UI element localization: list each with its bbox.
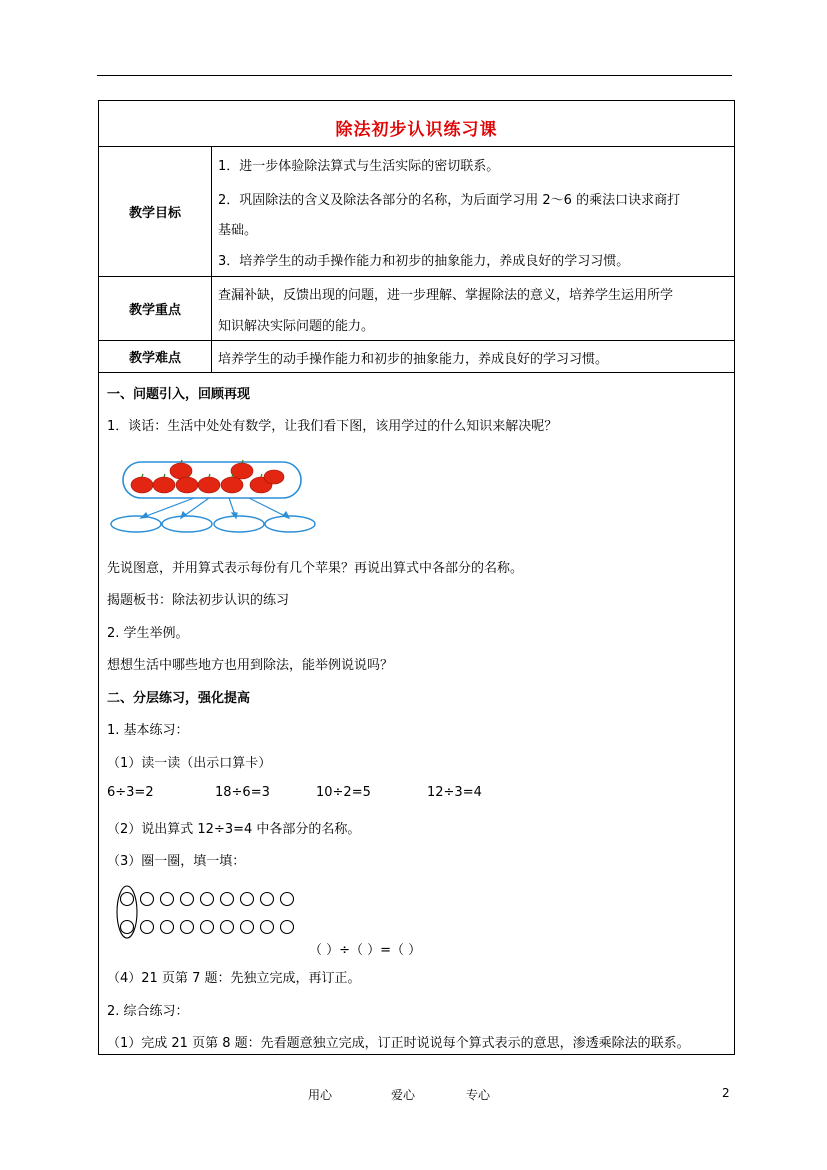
footer-word: 爱心 bbox=[391, 1088, 416, 1102]
read-practice: （1）读一读（出示口算卡） bbox=[107, 756, 272, 771]
title-row bbox=[99, 101, 734, 147]
objectives-label: 教学目标 bbox=[99, 147, 212, 276]
question-2: 2. 学生举例。 bbox=[107, 626, 189, 641]
lesson-plan-table bbox=[98, 100, 735, 1055]
difficulty-line: 培养学生的动手操作能力和初步的抽象能力，养成良好的学习习惯。 bbox=[218, 352, 609, 367]
section-1-heading: 一、问题引入，回顾再现 bbox=[107, 387, 251, 402]
page-title: 除法初步认识练习课 bbox=[335, 120, 498, 140]
paragraph-3: 想想生活中哪些地方也用到除法，能举例说说吗？ bbox=[107, 658, 394, 673]
circles-figure bbox=[111, 883, 301, 943]
objectives-cell bbox=[212, 147, 734, 276]
page-number: 2 bbox=[722, 1086, 730, 1100]
paragraph-2: 揭题板书：除法初步认识的练习 bbox=[107, 593, 290, 608]
objectives-row bbox=[99, 147, 734, 277]
paragraph-1: 先说图意，并用算式表示每份有几个苹果？再说出算式中各部分的名称。 bbox=[107, 561, 524, 576]
objective-line: 2．巩固除法的含义及除法各部分的名称，为后面学习用 2～6 的乘法口诀求商打 bbox=[218, 193, 681, 208]
header-rule bbox=[97, 75, 732, 76]
equation: 12÷3=4 bbox=[427, 785, 482, 800]
objective-line: 3．培养学生的动手操作能力和初步的抽象能力，养成良好的学习习惯。 bbox=[218, 254, 630, 269]
key-points-cell bbox=[212, 277, 734, 340]
key-points-label: 教学重点 bbox=[99, 277, 212, 340]
equation: 10÷2=5 bbox=[316, 785, 371, 800]
circle-practice: （3）圈一圈，填一填： bbox=[107, 854, 246, 869]
difficulties-label: 教学难点 bbox=[99, 341, 212, 372]
equation: 6÷3=2 bbox=[107, 785, 154, 800]
footer-word: 用心 bbox=[308, 1088, 333, 1102]
key-points-row bbox=[99, 277, 734, 341]
fill-blank-expression: （ ）÷（ ）=（ ） bbox=[309, 943, 422, 958]
apple-division-figure bbox=[109, 456, 319, 536]
equation: 18÷6=3 bbox=[215, 785, 270, 800]
basic-practice: 1. 基本练习： bbox=[107, 723, 189, 738]
apple-icon bbox=[131, 463, 284, 493]
objective-line: 基础。 bbox=[218, 223, 258, 238]
page-21-practice: （4）21 页第 7 题：先独立完成，再订正。 bbox=[107, 971, 361, 986]
key-point-line: 查漏补缺，反馈出现的问题，进一步理解、掌握除法的意义，培养学生运用所学 bbox=[218, 288, 674, 303]
key-point-line: 知识解决实际问题的能力。 bbox=[218, 319, 375, 334]
page-21-task-8: （1）完成 21 页第 8 题：先看题意独立完成，订正时说说每个算式表示的意思，渗透乘除法的联系。 bbox=[107, 1036, 690, 1051]
objective-line: 1．进一步体验除法算式与生活实际的密切联系。 bbox=[218, 159, 500, 174]
footer-word: 专心 bbox=[466, 1088, 491, 1102]
say-parts-practice: （2）说出算式 12÷3=4 中各部分的名称。 bbox=[107, 822, 361, 837]
section-2-heading: 二、分层练习，强化提高 bbox=[107, 691, 251, 706]
question-1: 1．谈话：生活中处处有数学，让我们看下图，该用学过的什么知识来解决呢？ bbox=[107, 419, 558, 434]
difficulties-cell bbox=[212, 341, 734, 372]
comprehensive-practice: 2. 综合练习： bbox=[107, 1004, 189, 1019]
difficulties-row bbox=[99, 341, 734, 373]
